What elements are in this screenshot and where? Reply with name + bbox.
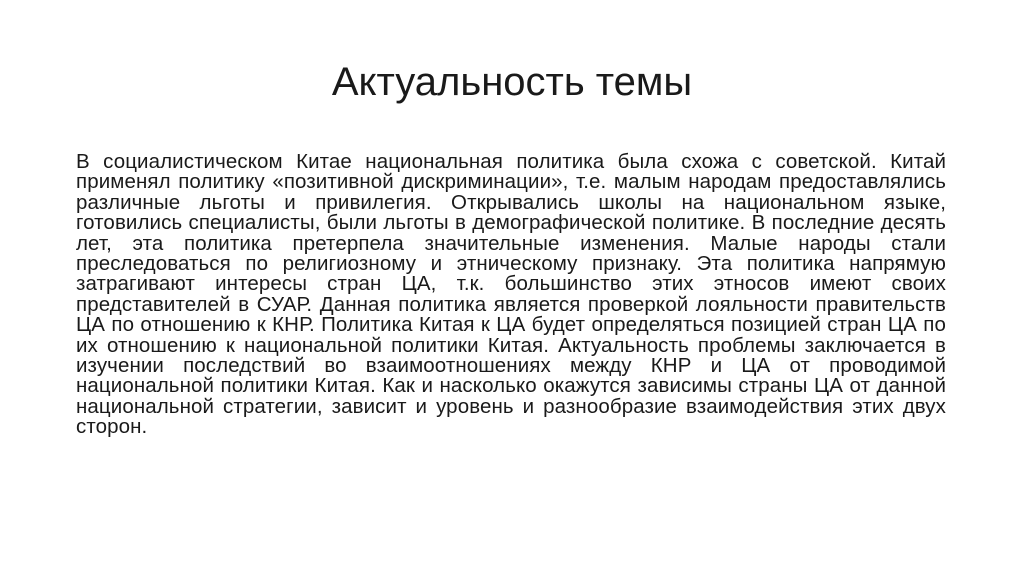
slide-body-text: В социалистическом Китае национальная политика была схожа с советской. Китай применял политику «позитивной дискриминации», т.е. малым народам предоставлялись различные льготы и привилегия. Открывались школы на национальном языке, готовились специалисты, были льготы в демографической политике. В последние десять лет, эта политика претерпела значительные изменения. Малые народы стали преследоваться по религиозному и этническому признаку. Эта политика напрямую затрагивают интересы стран ЦА, т.к. большинство этих этносов имеют своих представителей в СУАР. Данная политика является проверкой лояльности правительств ЦА по отношению к КНР. Политика Китая к ЦА будет определяться позицией стран ЦА по их отношению к национальной политики Китая. Актуальность проблемы заключается в изучении последствий во взаимоотношениях между КНР и ЦА от проводимой национальной политики Китая. Как и насколько окажутся зависимы страны ЦА от данной национальной стратегии, зависит и уровень и разнообразие взаимодействия этих двух сторон. [76, 150, 946, 439]
slide-title: Актуальность темы [331, 60, 693, 104]
